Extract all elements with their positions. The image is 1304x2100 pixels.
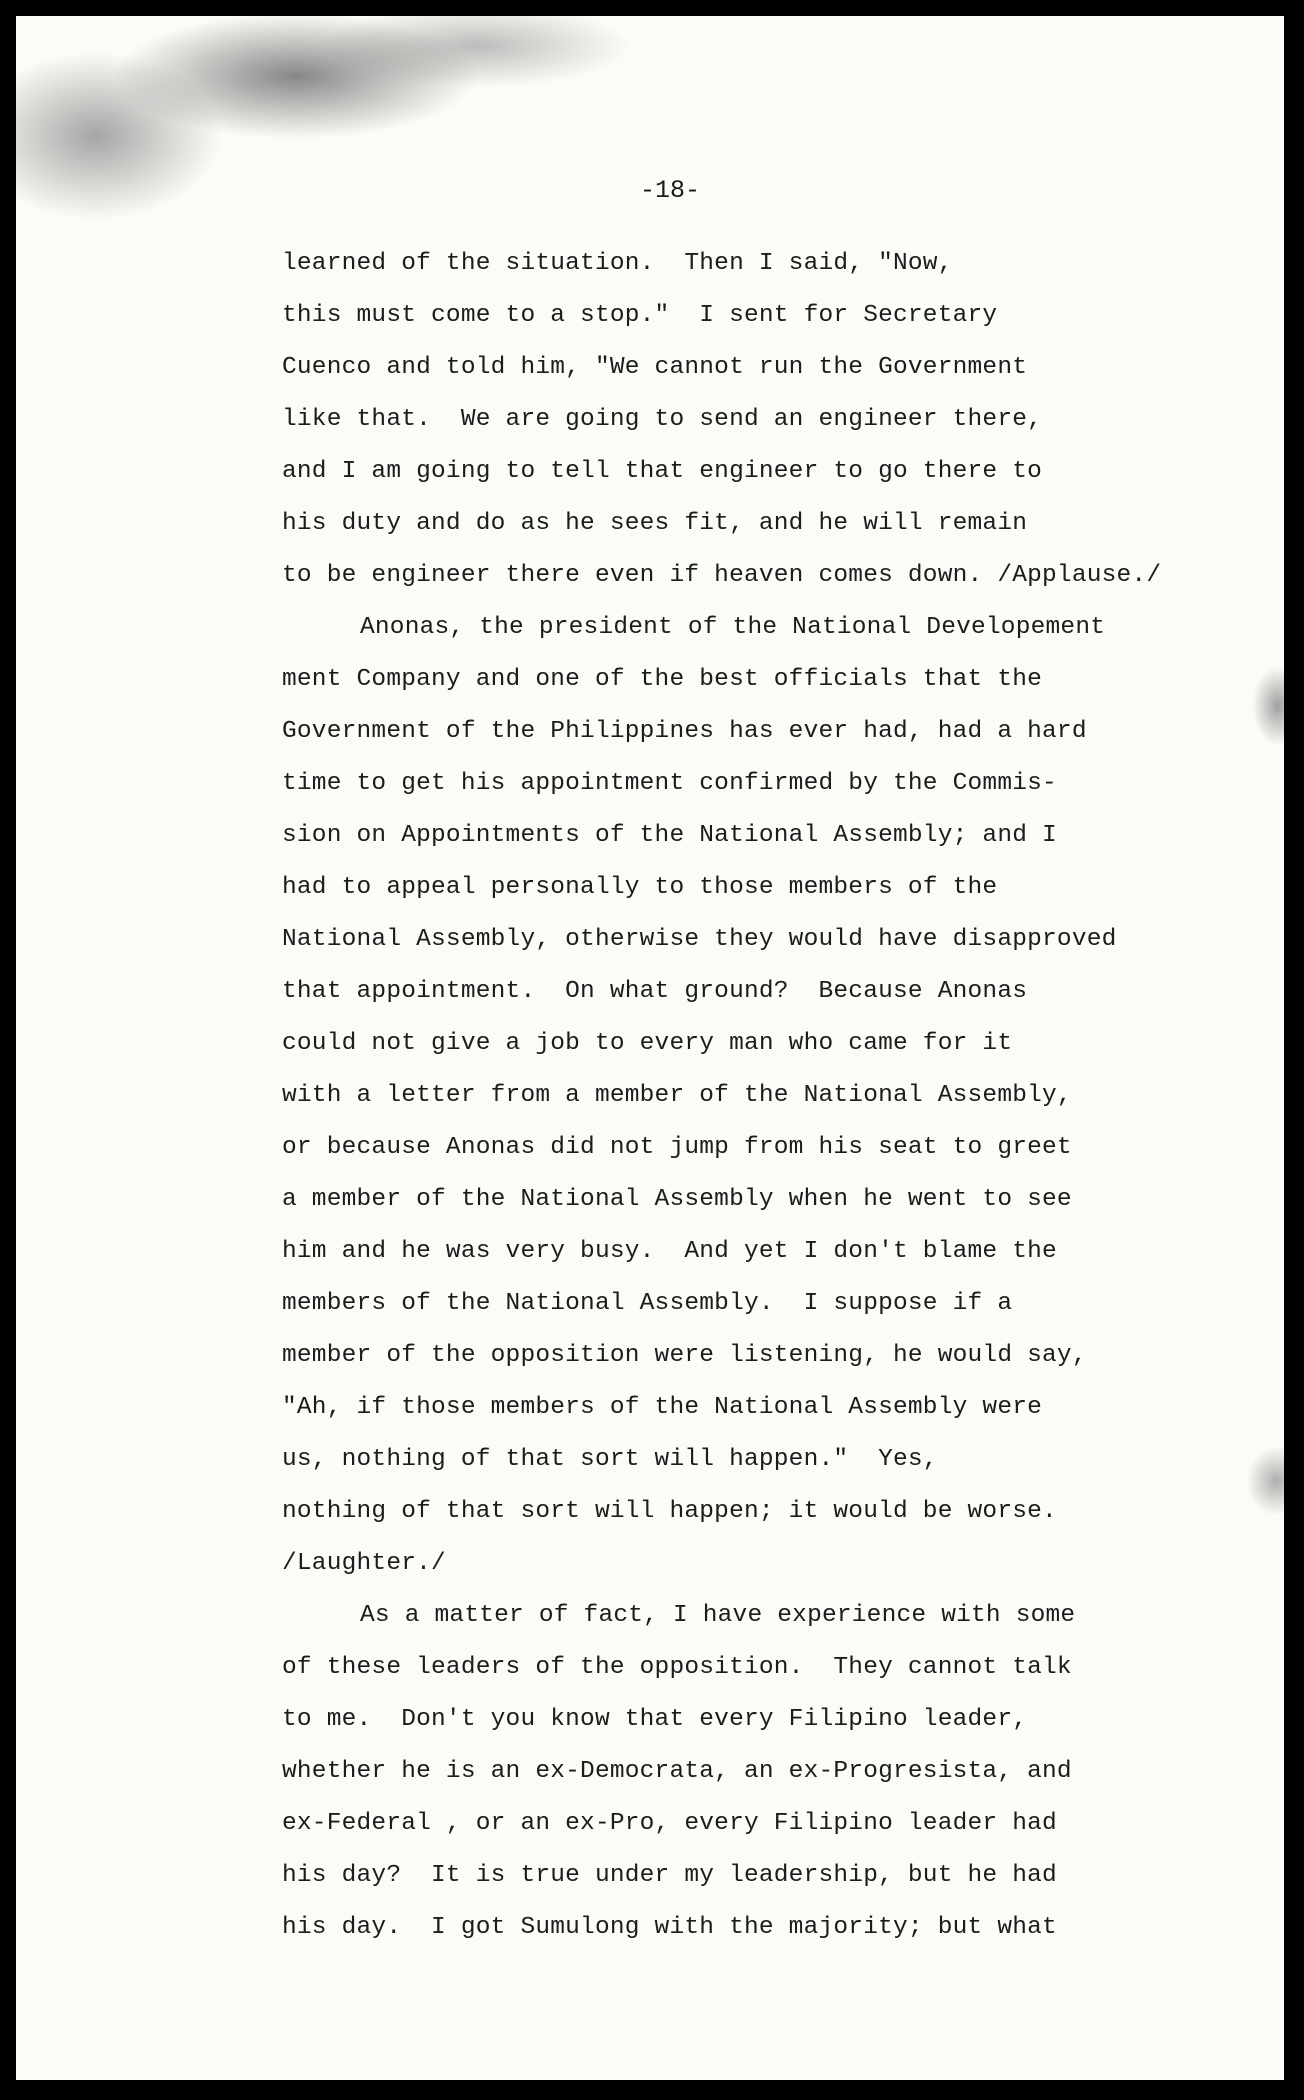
text-line: ex-Federal , or an ex-Pro, every Filipino leader had [282, 1810, 1057, 1837]
paragraph-start-line: Anonas, the president of the National Developement [360, 614, 1106, 641]
edge-stain [1246, 1446, 1284, 1516]
typed-text-body [282, 238, 1242, 1954]
text-line: Government of the Philippines has ever had, had a hard [282, 718, 1087, 745]
page-number: -18- [639, 176, 700, 205]
text-line: his day. I got Sumulong with the majority; but what [282, 1914, 1057, 1941]
text-line: members of the National Assembly. I suppose if a [282, 1290, 1013, 1317]
text-line: his duty and do as he sees fit, and he will remain [282, 510, 1028, 537]
text-line: ment Company and one of the best officials that the [282, 666, 1043, 693]
text-line: to me. Don't you know that every Filipino leader, [282, 1706, 1028, 1733]
text-line: with a letter from a member of the National Assembly, [282, 1082, 1072, 1109]
text-line: to be engineer there even if heaven comes down. /Applause./ [282, 562, 1162, 589]
document-page [16, 16, 1284, 2080]
text-line: and I am going to tell that engineer to go there to [282, 458, 1043, 485]
text-line: us, nothing of that sort will happen." Yes, [282, 1446, 938, 1473]
text-line: had to appeal personally to those members of the [282, 874, 998, 901]
text-line: or because Anonas did not jump from his seat to greet [282, 1134, 1072, 1161]
text-line: this must come to a stop." I sent for Secretary [282, 302, 998, 329]
text-line: nothing of that sort will happen; it would be worse. [282, 1498, 1057, 1525]
text-line: could not give a job to every man who came for it [282, 1030, 1013, 1057]
text-line: a member of the National Assembly when he went to see [282, 1186, 1072, 1213]
paragraph-start-line: As a matter of fact, I have experience with some [360, 1602, 1076, 1629]
text-line: /Laughter./ [282, 1550, 446, 1577]
text-line: learned of the situation. Then I said, "Now, [282, 250, 953, 277]
edge-stain [1252, 666, 1284, 746]
text-line: sion on Appointments of the National Assembly; and I [282, 822, 1057, 849]
text-line: time to get his appointment confirmed by the Commis- [282, 770, 1057, 797]
text-line: "Ah, if those members of the National Assembly were [282, 1394, 1043, 1421]
text-line: him and he was very busy. And yet I don't blame the [282, 1238, 1057, 1265]
text-line: National Assembly, otherwise they would have disapproved [282, 926, 1117, 953]
text-line: of these leaders of the opposition. They cannot talk [282, 1654, 1072, 1681]
text-line: that appointment. On what ground? Because Anonas [282, 978, 1028, 1005]
text-line: Cuenco and told him, "We cannot run the Government [282, 354, 1028, 381]
text-line: whether he is an ex-Democrata, an ex-Progresista, and [282, 1758, 1072, 1785]
text-line: his day? It is true under my leadership, but he had [282, 1862, 1057, 1889]
text-line: member of the opposition were listening, he would say, [282, 1342, 1087, 1369]
text-line: like that. We are going to send an engineer there, [282, 406, 1043, 433]
